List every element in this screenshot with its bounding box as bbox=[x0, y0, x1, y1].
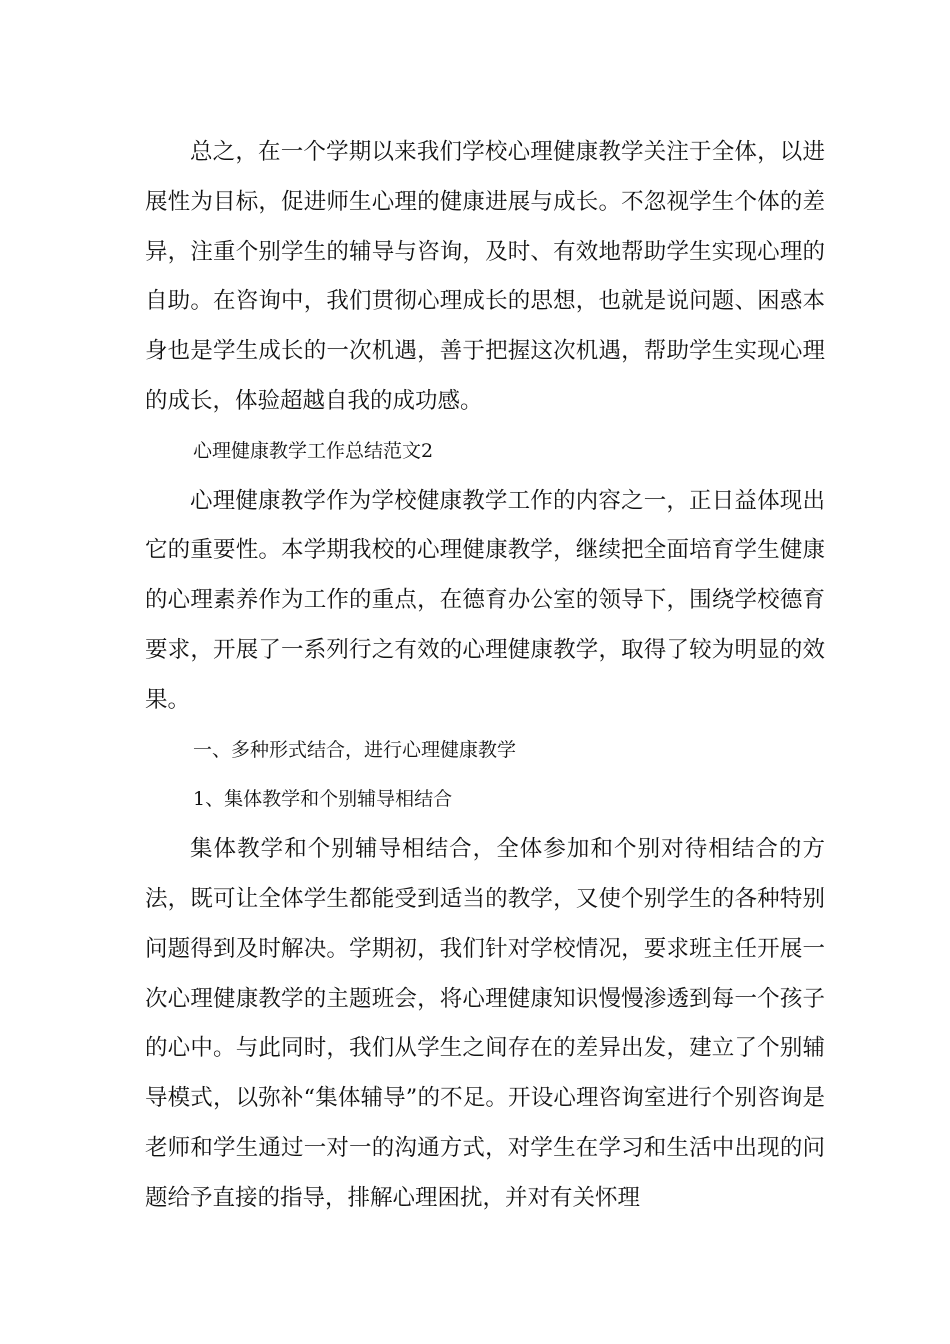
section-title: 心理健康教学工作总结范文2 bbox=[193, 439, 434, 462]
paragraph-body: 集体教学和个别辅导相结合，全体参加和个别对待相结合的方法，既可让全体学生都能受到适当的教学，又使个别学生的各种特别问题得到及时解决。学期初，我们针对学校情况，要求班主任开展一次心理健康教学的主题班会，将心理健康知识慢慢渗透到每一个孩子的心中。与此同时，我们从学生之间存在的差异出发，建立了个别辅导模式，以弥补“集体辅导”的不足。开设心理咨询室进行个别咨询是老师和学生通过一对一的沟通方式，对学生在学习和生活中出现的问题给予直接的指导，排解心理困扰，并对有关怀理 bbox=[145, 836, 825, 1211]
heading-level-1: 一、多种形式结合，进行心理健康教学 bbox=[193, 738, 517, 761]
paragraph-intro: 心理健康教学作为学校健康教学工作的内容之一，正日益体现出它的重要性。本学期我校的心理健康教学，继续把全面培育学生健康的心理素养作为工作的重点，在德育办公室的领导下，围绕学校德育要求，开展了一系列行之有效的心理健康教学，取得了较为明显的效果。 bbox=[145, 487, 825, 713]
document-body bbox=[145, 128, 825, 1224]
heading-level-2: 1、集体教学和个别辅导相结合 bbox=[193, 788, 453, 811]
paragraph-summary: 总之，在一个学期以来我们学校心理健康教学关注于全体，以进展性为目标，促进师生心理的健康进展与成长。不忽视学生个体的差异，注重个别学生的辅导与咨询，及时、有效地帮助学生实现心理的自助。在咨询中，我们贯彻心理成长的思想，也就是说问题、困惑本身也是学生成长的一次机遇，善于把握这次机遇，帮助学生实现心理的成长，体验超越自我的成功感。 bbox=[145, 139, 825, 414]
